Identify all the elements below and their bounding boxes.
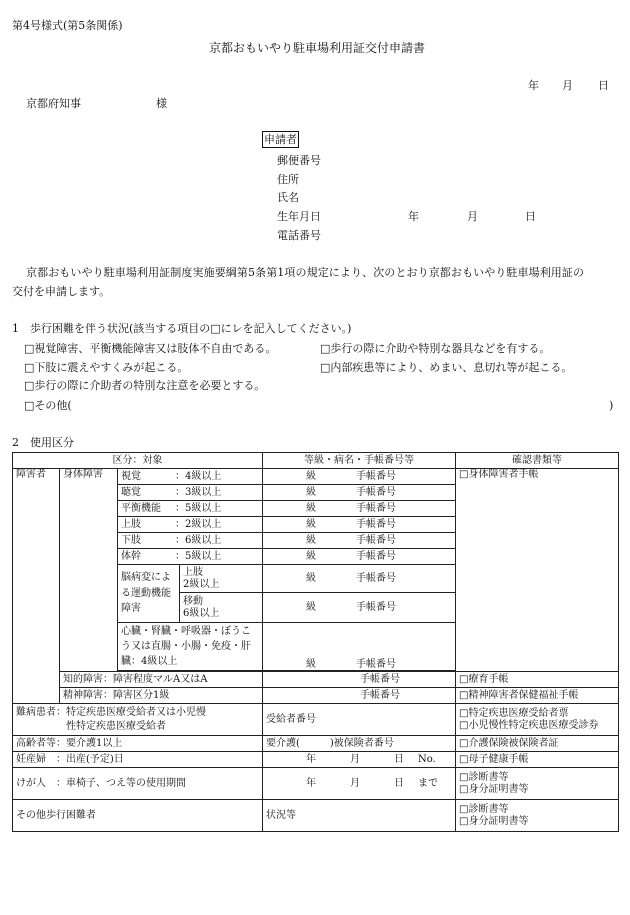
applicant-birth-label: 生年月日 — [277, 210, 321, 223]
table-header-row — [13, 453, 619, 469]
physical-row-hearing: 聴覚 ：3級以上 — [118, 485, 263, 501]
intellectual-doc-checkbox[interactable]: □療育手帳 — [456, 672, 619, 688]
situation-checkbox-4[interactable]: □内部疾患等により、めまい、息切れ等が起こる。 — [320, 361, 573, 374]
situation-cell[interactable]: 状況等 — [263, 800, 456, 832]
techo-number-cell[interactable]: 手帳番号 — [263, 672, 456, 688]
elderly-row: 高齢者等：要介護1以上 — [13, 736, 263, 752]
section1-heading: 1 歩行困難を伴う状況(該当する項目の□にレを記入してください。) — [12, 322, 352, 335]
usage-period-cell[interactable]: 年 月 日 まで — [263, 768, 456, 800]
injury-row: けが人 ：車椅子、つえ等の使用期間 — [13, 768, 263, 800]
applicant-block — [262, 134, 299, 145]
usage-table — [12, 452, 619, 832]
applicant-address-label: 住所 — [277, 173, 299, 186]
intro-line-2: 交付を申請します。 — [12, 285, 111, 298]
elderly-doc-checkbox[interactable]: □介護保険被保険者証 — [456, 736, 619, 752]
addressee-honorific: 様 — [156, 97, 167, 110]
grade-cell[interactable]: 級 手帳番号 — [263, 485, 456, 501]
situation-other-close: ) — [609, 399, 614, 412]
physical-row-visual: 視覚 ：4級以上 — [118, 469, 263, 485]
injury-doc-cell — [456, 768, 619, 800]
injury-doc-checkbox-1[interactable]: □診断書等 — [459, 772, 509, 783]
situation-checkbox-5[interactable]: □歩行の際に介助者の特別な注意を必要とする。 — [24, 379, 266, 392]
physical-row-upper-limb: 上肢 ：2級以上 — [118, 517, 263, 533]
table-row — [13, 768, 619, 800]
grade-cell[interactable]: 級 手帳番号 — [263, 593, 456, 623]
pregnant-row: 妊産婦 ：出産(予定)日 — [13, 752, 263, 768]
form-number: 第4号様式(第5条関係) — [12, 19, 123, 32]
other-doc-checkbox-2[interactable]: □身分証明書等 — [459, 815, 529, 827]
physical-doc-checkbox[interactable]: □身体障害者手帳 — [456, 469, 619, 672]
intractable-doc-cell — [456, 704, 619, 736]
internal-organ-row: 心臓・腎臓・呼吸器・ぼうこう又は直腸・小腸・免疫・肝臓：4級以上 — [118, 623, 263, 671]
applicant-birth-month: 月 — [467, 210, 478, 223]
other-walker-row: その他歩行困難者 — [13, 800, 263, 832]
situation-checkbox-2[interactable]: □歩行の際に介助や特別な器具などを有する。 — [320, 342, 551, 355]
header-grade: 等級・病名・手帳番号等 — [263, 453, 456, 469]
intellectual-row: 知的障害：障害程度マルA又はA — [60, 672, 263, 688]
care-level-cell[interactable]: 要介護( )被保険者番号 — [263, 736, 456, 752]
grade-cell[interactable]: 級 手帳番号 — [263, 533, 456, 549]
header-docs: 確認書類等 — [456, 453, 619, 469]
date-year-label: 年 — [528, 79, 539, 92]
situation-checkbox-other[interactable]: □その他( — [24, 399, 72, 412]
applicant-birth-day: 日 — [525, 210, 536, 223]
physical-row-lower-limb: 下肢 ：6級以上 — [118, 533, 263, 549]
physical-label: 身体障害 — [60, 469, 118, 672]
table-row — [13, 736, 619, 752]
physical-row-trunk: 体幹 ：5級以上 — [118, 549, 263, 565]
date-day-label: 日 — [598, 79, 609, 92]
grade-cell[interactable]: 級 手帳番号 — [263, 501, 456, 517]
section2-heading: 2 使用区分 — [12, 436, 74, 449]
grade-cell[interactable]: 級 手帳番号 — [263, 565, 456, 593]
applicant-postal-label: 郵便番号 — [277, 154, 321, 167]
applicant-label: 申請者 — [264, 133, 297, 146]
addressee-name: 京都府知事 — [26, 97, 81, 110]
header-category: 区分：対象 — [13, 453, 263, 469]
grade-cell[interactable]: 級 手帳番号 — [263, 549, 456, 565]
applicant-name-label: 氏名 — [277, 191, 299, 204]
due-date-cell[interactable]: 年 月 日 No. — [263, 752, 456, 768]
situation-checkbox-1[interactable]: □視覚障害、平衡機能障害又は肢体不自由である。 — [24, 342, 277, 355]
applicant-phone-label: 電話番号 — [277, 229, 321, 242]
table-row — [13, 688, 619, 704]
brain-mobility: 移動 6級以上 — [180, 593, 263, 623]
grade-cell[interactable]: 級 手帳番号 — [263, 469, 456, 485]
injury-doc-checkbox-2[interactable]: □身分証明書等 — [459, 783, 529, 795]
grade-cell[interactable]: 級 手帳番号 — [263, 517, 456, 533]
other-doc-checkbox-1[interactable]: □診断書等 — [459, 804, 509, 815]
intractable-row: 難病患者：特定疾患医療受給者又は小児慢 性特定疾患医療受給者 — [13, 704, 263, 736]
disabled-label: 障害者 — [13, 469, 60, 704]
physical-row-balance: 平衡機能 ：5級以上 — [118, 501, 263, 517]
table-row — [13, 752, 619, 768]
table-row — [13, 672, 619, 688]
mental-doc-checkbox[interactable]: □精神障害者保健福祉手帳 — [456, 688, 619, 704]
pregnant-doc-checkbox[interactable]: □母子健康手帳 — [456, 752, 619, 768]
mental-row: 精神障害：障害区分1級 — [60, 688, 263, 704]
table-row — [13, 469, 619, 485]
applicant-birth-year: 年 — [408, 210, 419, 223]
grade-cell[interactable]: 級 手帳番号 — [263, 623, 456, 671]
other-doc-cell — [456, 800, 619, 832]
intro-line-1: 京都おもいやり駐車場利用証制度実施要綱第5条第1項の規定により、次のとおり京都おもいやり駐車場利用証の — [26, 266, 585, 279]
intractable-doc-checkbox-1[interactable]: □特定疾患医療受給者票 — [459, 708, 569, 719]
situation-checkbox-3[interactable]: □下肢に震えやすくみが起こる。 — [24, 361, 189, 374]
form-title: 京都おもいやり駐車場利用証交付申請書 — [209, 41, 426, 55]
table-row — [13, 800, 619, 832]
brain-lesion-label: 脳病変による運動機能障害 — [118, 565, 180, 623]
recipient-number-cell[interactable]: 受給者番号 — [263, 704, 456, 736]
brain-upper-limb: 上肢 2級以上 — [180, 565, 263, 593]
date-month-label: 月 — [562, 79, 573, 92]
techo-number-cell[interactable]: 手帳番号 — [263, 688, 456, 704]
table-row — [13, 704, 619, 736]
intractable-doc-checkbox-2[interactable]: □小児慢性特定疾患医療受診券 — [459, 719, 599, 731]
